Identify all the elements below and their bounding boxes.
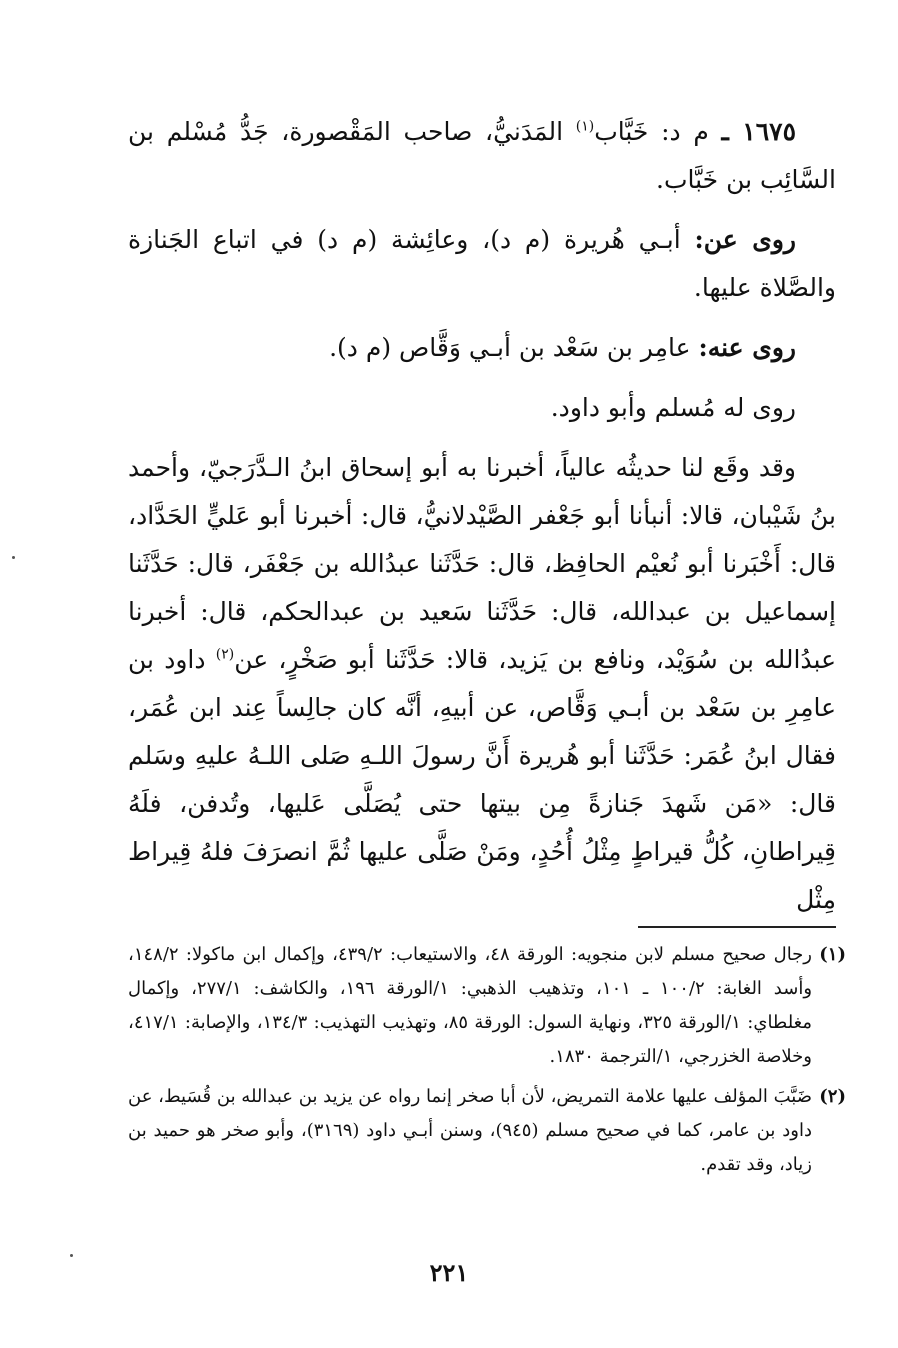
narrated-by-text: عامِر بن سَعْد بن أبـي وَقَّاص (م د). (329, 333, 699, 362)
main-text (128, 108, 836, 924)
entry-heading (128, 108, 836, 204)
narrated-by (128, 324, 836, 372)
footnote-text: ضَبَّبَ المؤلف عليها علامة التمريض، لأن أبا صخر إنما رواه عن يزيد بن عبدالله بن قُسَيط، عن داود بن عامر، كما في صحيح مسلم (٩٤٥)، وسنن أبـي داود (٣١٦٩)، وأبو صخر هو حميد بن زياد، وقد تقدم. (128, 1086, 812, 1175)
scan-speck (12, 556, 15, 559)
footnote-2 (128, 1080, 846, 1182)
footnote-1 (128, 938, 846, 1074)
narrated-by-label: روى عنه: (698, 333, 796, 362)
footnote-number: (١) (819, 944, 846, 965)
scan-speck (70, 1254, 73, 1257)
hadith-text (128, 444, 836, 924)
footnote-ref-2[interactable]: (٢) (215, 646, 235, 663)
narrated-from-text: أبـي هُريرة (م د)، وعائِشة (م د) في اتباع الجَنازة والصَّلاة عليها. (128, 225, 836, 302)
narrated-from-label: روى عن: (694, 225, 797, 254)
footnote-text: رجال صحيح مسلم لابن منجويه: الورقة ٤٨، والاستيعاب: ٤٣٩/٢، وإكمال ابن ماكولا: ١٤٨/٢، وأسد الغابة: ١٠٠/٢ ـ ١٠١، وتذهيب الذهبي: ١/الورقة ١٩٦، والكاشف: ٢٧٧/١، وإكمال مغلطاي: ١/الورقة ٣٢٥، ونهاية السول: الورقة ٨٥، وتهذيب التهذيب: ١٣٤/٣، والإصابة: ٤١٧/١، وخلاصة الخزرجي، ١/الترجمة ١٨٣٠. (128, 944, 813, 1067)
narrated-from (128, 216, 836, 312)
entry-number: ١٦٧٥ ـ (721, 117, 796, 146)
entry-description: المَدَنيُّ، صاحب المَقْصورة، جَدُّ مُسْلم بن السَّائِب بن خَبَّاب. (128, 117, 836, 194)
footnote-ref-1[interactable]: (١) (575, 118, 595, 135)
footnote-number: (٢) (819, 1086, 846, 1107)
footnote-divider (638, 926, 836, 928)
narrators-line: روى له مُسلم وأبو داود. (550, 393, 796, 422)
hadith-part-2: داود بن عامِرِ بن سَعْد بن أبـي وَقَّاص، عن أبيهِ، أنَّه كان جالِساً عِند ابن عُمَر، فقال ابنُ عُمَر: حَدَّثَنا أبو هُريرة أَنَّ رسولَ اللـهِ صَلى اللـهُ عليهِ وسَلم قال: «مَن شَهدَ جَنازةً مِن بيتها حتى يُصَلَّى عَليها، وتُدفن، فلَهُ قِيراطانِ، كُلُّ قيراطٍ مِثْلُ أُحُدٍ، ومَنْ صَلَّى عليها ثُمَّ انصرَفَ فلهُ قِيراط مِثْل (128, 645, 837, 914)
entry-sigla: م د: (661, 117, 709, 146)
hadith-part-1: وقد وقَع لنا حديثُه عالياً، أخبرنا به أبو إسحاق ابنُ الـدَّرَجيّ، وأحمد بنُ شَيْبان، قالا: أنبأنا أبو جَعْفر الصَّيْدلانيُّ، قال: أخبرنا أبو عَليٍّ الحَدَّاد، قال: أَخْبَرنا أبو نُعيْم الحافِظ، قال: حَدَّثَنا عبدُالله بن جَعْفَر، قال: حَدَّثَنا إسماعيل بن عبدالله، قال: حَدَّثَنا سَعيد بن عبدالحكم، قال: أخبرنا عبدُالله بن سُوَيْد، ونافع بن يَزيد، قالا: حَدَّثَنا أبو صَخْرٍ، عن (128, 453, 837, 674)
entry-name: خَبَّاب (594, 117, 649, 146)
footnotes (128, 938, 846, 1188)
page-number: ٢٢١ (429, 1258, 469, 1287)
